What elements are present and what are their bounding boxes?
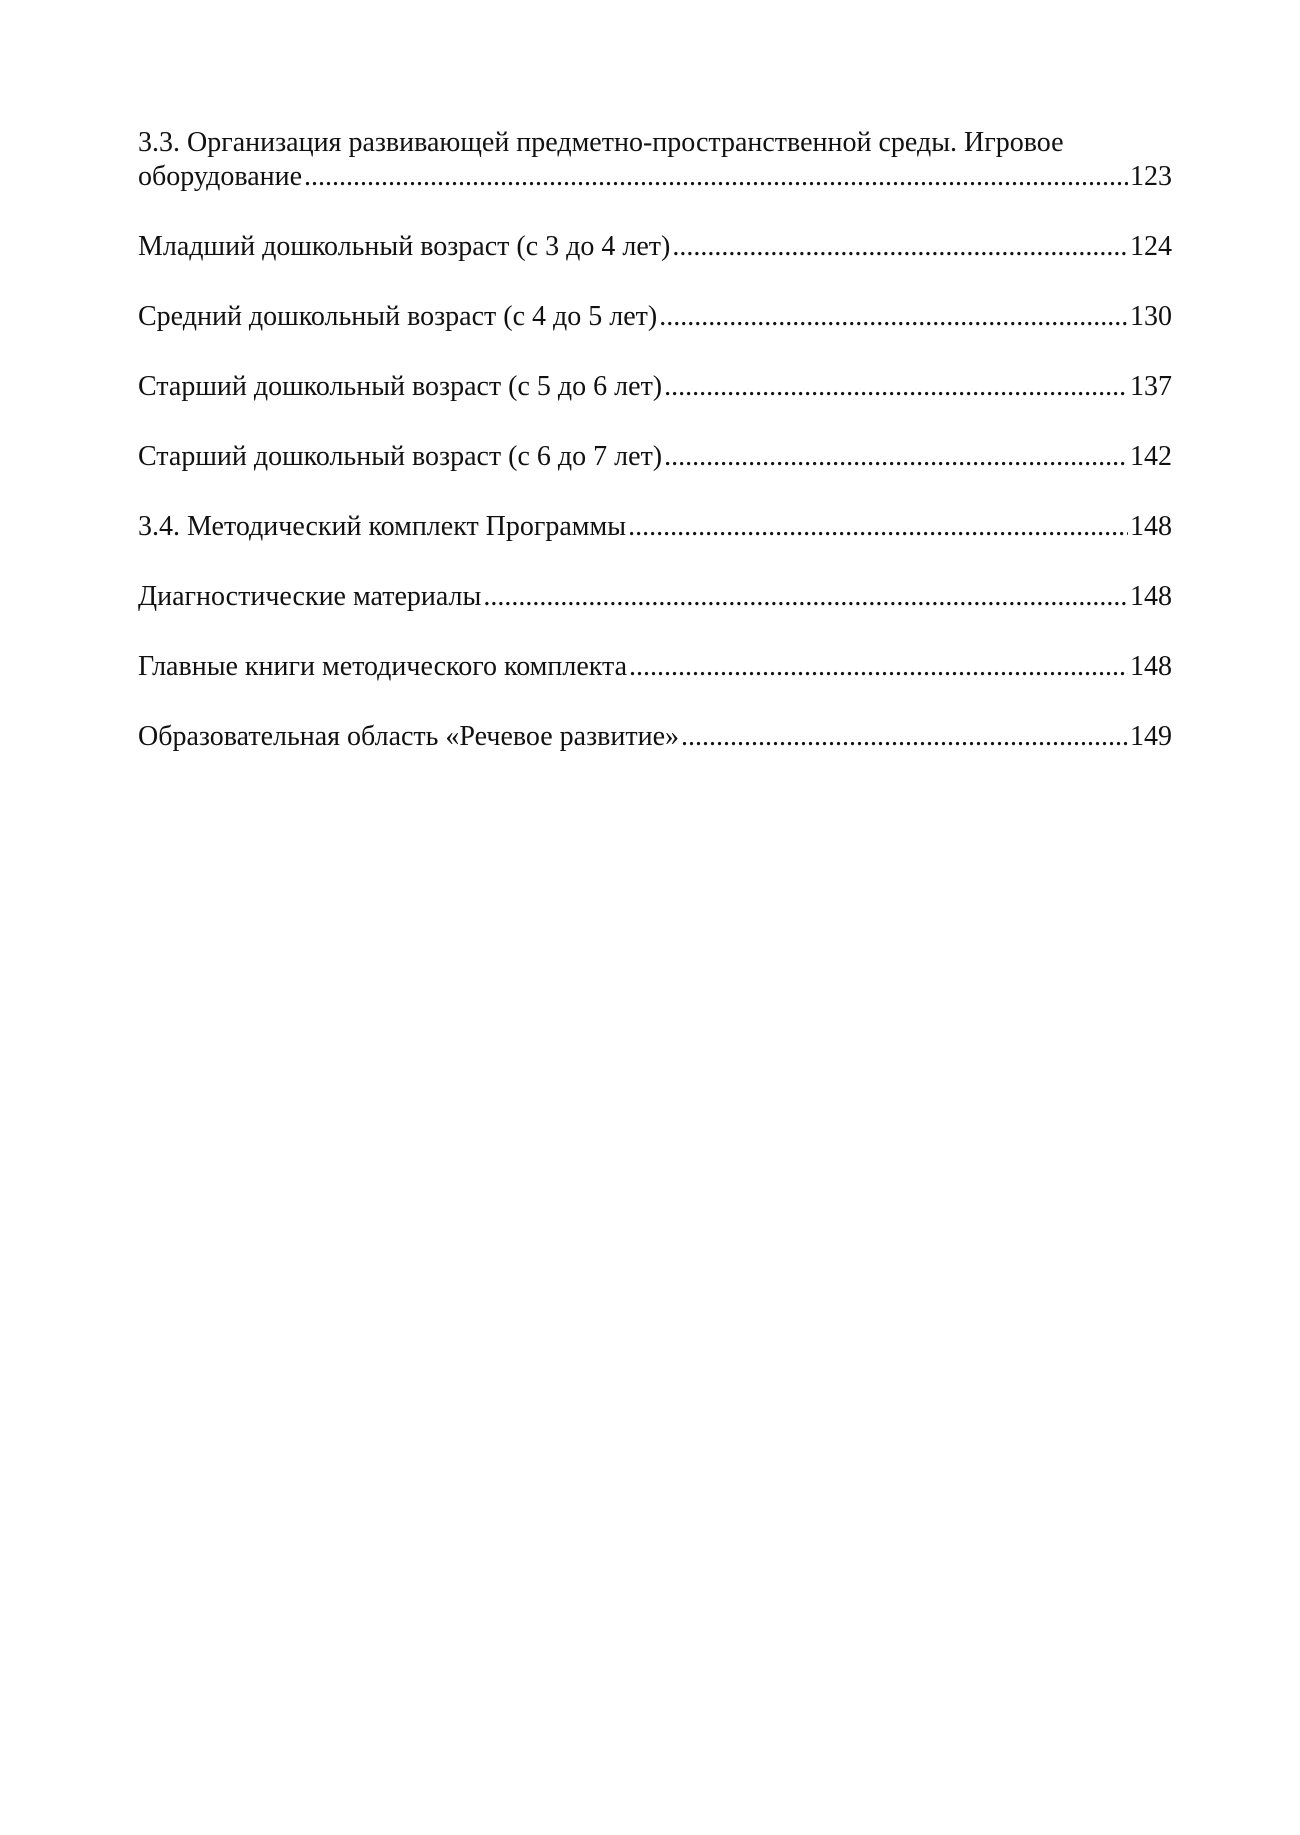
toc-entry-line — [138, 160, 1172, 194]
toc-entry-page: 137 — [1130, 371, 1172, 402]
dot-leader — [664, 440, 1128, 474]
toc-entry-title: Средний дошкольный возраст (с 4 до 5 лет) — [138, 301, 658, 332]
toc-entry-page: 148 — [1130, 511, 1172, 542]
toc-entry-title-line1: 3.3. Организация развивающей предметно-пространственной среды. Игровое — [138, 127, 1064, 158]
toc-entry-younger-age[interactable] — [138, 230, 1172, 264]
toc-entry-title: Старший дошкольный возраст (с 6 до 7 лет) — [138, 441, 663, 472]
toc-entry-page: 148 — [1130, 581, 1172, 612]
dot-leader — [483, 580, 1128, 614]
toc-entry-main-books[interactable] — [138, 650, 1172, 684]
toc-entry-line — [138, 300, 1172, 334]
toc-entry-middle-age[interactable] — [138, 300, 1172, 334]
toc-entry-page: 148 — [1130, 651, 1172, 682]
toc-entry-title: Младший дошкольный возраст (с 3 до 4 лет) — [138, 231, 671, 262]
toc-entry-title: Образовательная область «Речевое развитие» — [138, 721, 680, 752]
dot-leader — [672, 230, 1128, 264]
dot-leader — [628, 510, 1128, 544]
toc-entry-title: 3.4. Методический комплект Программы — [138, 511, 627, 542]
toc-entry-page: 124 — [1130, 231, 1172, 262]
toc-entry-senior-age-5-6[interactable] — [138, 370, 1172, 404]
toc-entry-diagnostic-materials[interactable] — [138, 580, 1172, 614]
toc-entry-line — [138, 580, 1172, 614]
toc-entry-3-3[interactable] — [138, 126, 1172, 194]
toc-entry-line — [138, 720, 1172, 754]
toc-entry-line — [138, 650, 1172, 684]
toc-entry-title-line2: оборудование — [138, 161, 303, 192]
table-of-contents — [138, 126, 1172, 790]
toc-entry-page: 123 — [1130, 161, 1172, 192]
toc-entry-page: 149 — [1130, 721, 1172, 752]
dot-leader — [659, 300, 1128, 334]
toc-entry-senior-age-6-7[interactable] — [138, 440, 1172, 474]
dot-leader — [304, 160, 1128, 194]
toc-entry-title: Диагностические материалы — [138, 581, 482, 612]
toc-entry-line — [138, 370, 1172, 404]
dot-leader — [664, 370, 1128, 404]
toc-entry-line — [138, 230, 1172, 264]
toc-entry-line — [138, 510, 1172, 544]
toc-entry-page: 130 — [1130, 301, 1172, 332]
dot-leader — [681, 720, 1128, 754]
toc-entry-3-4[interactable] — [138, 510, 1172, 544]
toc-entry-speech-development[interactable] — [138, 720, 1172, 754]
toc-entry-title: Главные книги методического комплекта — [138, 651, 628, 682]
toc-entry-page: 142 — [1130, 441, 1172, 472]
toc-entry-line — [138, 440, 1172, 474]
dot-leader — [629, 650, 1128, 684]
toc-entry-title: Старший дошкольный возраст (с 5 до 6 лет) — [138, 371, 663, 402]
